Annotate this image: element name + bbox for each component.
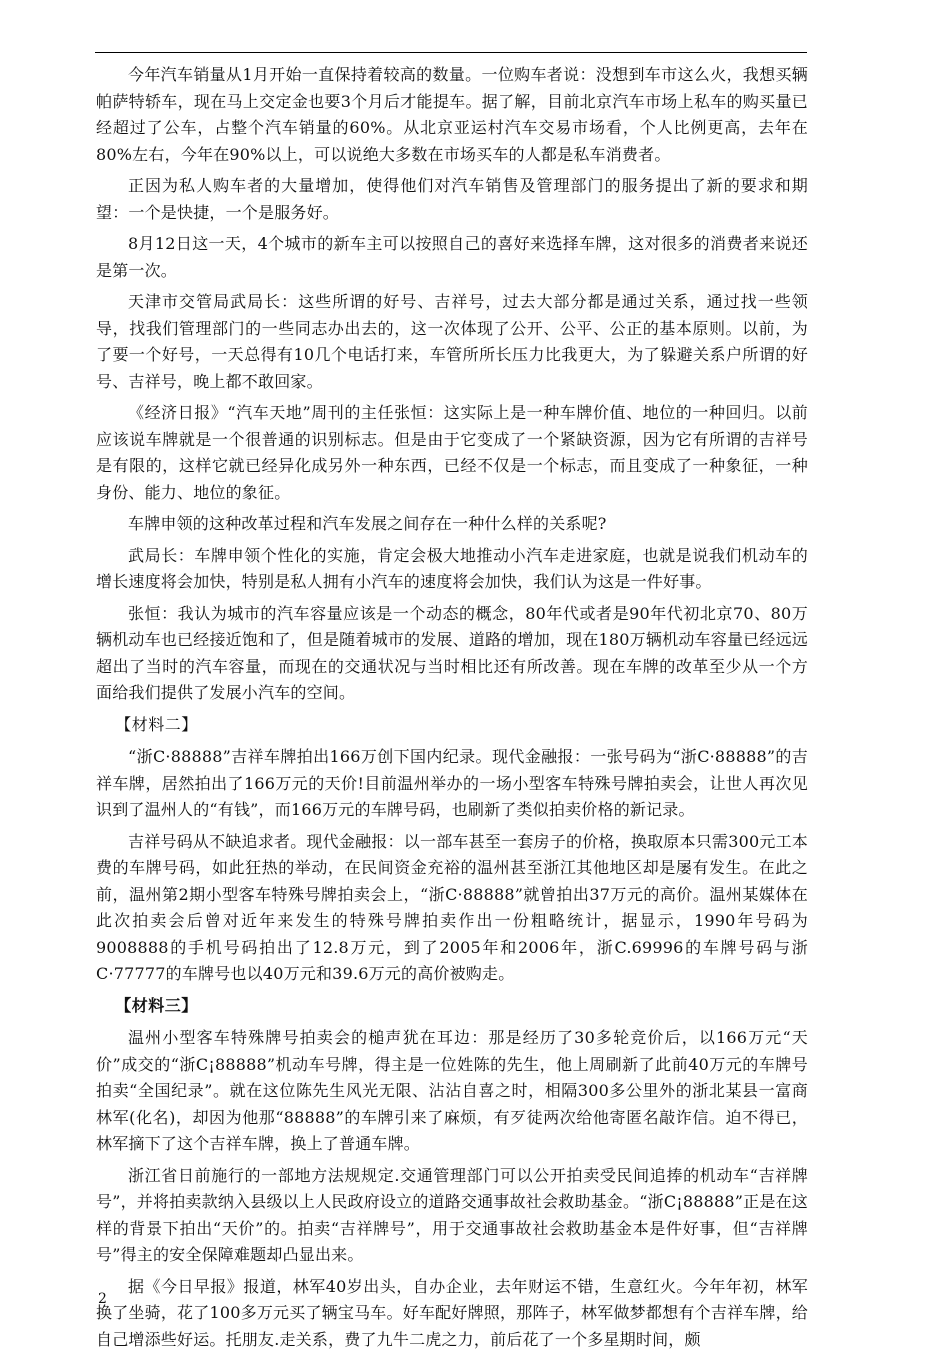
paragraph: 车牌申领的这种改革过程和汽车发展之间存在一种什么样的关系呢? bbox=[128, 514, 607, 533]
page-number: 2 bbox=[98, 1291, 107, 1307]
paragraph: 吉祥号码从不缺追求者。现代金融报：以一部车甚至一套房子的价格，换取原本只需300元工本费的车牌号码，如此狂热的举动，在民间资金充裕的温州甚至浙江其他地区却是屡有发生。在此之前，温州第2期小型客车特殊号牌拍卖会上，“浙C·88888”就曾拍出37万元的高价。温州某媒体在此次拍卖会后曾对近年来发生的特殊号牌拍卖作出一份粗略统计，据显示，1990年号码为9008888的手机号码拍出了12.8万元，到了2005年和2006年，浙C.69996的车牌号码与浙C·77777的车牌号也以40万元和39.6万元的高价被购走。 bbox=[96, 831, 808, 983]
paragraph: 今年汽车销量从1月开始一直保持着较高的数量。一位购车者说：没想到车市这么火，我想买辆帕萨特轿车，现在马上交定金也要3个月后才能提车。据了解，目前北京汽车市场上私车的购买量已经超过了公车，占整个汽车销量的60%。从北京亚运村汽车交易市场看，个人比例更高，去年在80%左右，今年在90%以上，可以说绝大多数在市场买车的人都是私车消费者。 bbox=[96, 65, 808, 164]
section-heading-material-3: 【材料三】 bbox=[115, 995, 198, 1015]
paragraph: 8月12日这一天，4个城市的新车主可以按照自己的喜好来选择车牌，这对很多的消费者来说还是第一次。 bbox=[96, 234, 808, 280]
paragraph: 武局长：车牌申领个性化的实施，肯定会极大地推动小汽车走进家庭，也就是说我们机动车的增长速度将会加快，特别是私人拥有小汽车的速度将会加快，我们认为这是一件好事。 bbox=[96, 545, 808, 591]
paragraph: “浙C·88888”吉祥车牌拍出166万创下国内纪录。现代金融报：一张号码为“浙C·88888”的吉祥车牌，居然拍出了166万元的天价!目前温州举办的一场小型客车特殊号牌拍卖会，让世人再次见识到了温州人的“有钱”，而166万元的车牌号码，也刷新了类似拍卖价格的新记录。 bbox=[96, 747, 808, 819]
paragraph: 据《今日早报》报道，林军40岁出头，自办企业，去年财运不错，生意红火。今年年初，林军换了坐骑，花了100多万元买了辆宝马车。好车配好牌照，那阵子，林军做梦都想有个吉祥车牌，给自己增添些好运。托朋友.走关系，费了九牛二虎之力，前后花了一个多星期时间，颇 bbox=[96, 1276, 808, 1349]
paragraph: 浙江省日前施行的一部地方法规规定.交通管理部门可以公开拍卖受民间追捧的机动车“吉祥牌号”，并将拍卖款纳入县级以上人民政府设立的道路交通事故社会救助基金。“浙C¡88888”正是在这样的背景下拍出“天价”的。拍卖“吉祥牌号”，用于交通事故社会救助基金本是件好事，但“吉祥牌号”得主的安全保障难题却凸显出来。 bbox=[96, 1165, 808, 1264]
paragraph: 温州小型客车特殊牌号拍卖会的槌声犹在耳边：那是经历了30多轮竞价后，以166万元“天价”成交的“浙C¡88888”机动车号牌，得主是一位姓陈的先生，他上周刷新了此前40万元的车牌号拍卖“全国纪录”。就在这位陈先生风光无限、沾沾自喜之时，相隔300多公里外的浙北某县一富商林军(化名)，却因为他那“88888”的车牌引来了麻烦，有歹徒两次给他寄匿名敲诈信。迫不得已，林军摘下了这个吉祥车牌，换上了普通车牌。 bbox=[96, 1028, 808, 1153]
paragraph: 天津市交管局武局长：这些所谓的好号、吉祥号，过去大部分都是通过关系，通过找一些领导，找我们管理部门的一些同志办出去的，这一次体现了公开、公平、公正的基本原则。以前，为了要一个好号，一天总得有10几个电话打来，车管所所长压力比我更大，为了躲避关系户所谓的好号、吉祥号，晚上都不敢回家。 bbox=[96, 292, 808, 391]
header-rule bbox=[95, 52, 807, 53]
document-body bbox=[96, 62, 808, 1358]
paragraph: 正因为私人购车者的大量增加，使得他们对汽车销售及管理部门的服务提出了新的要求和期望：一个是快捷，一个是服务好。 bbox=[96, 176, 808, 222]
section-heading-material-2: 【材料二】 bbox=[115, 714, 198, 734]
paragraph: 张恒：我认为城市的汽车容量应该是一个动态的概念，80年代或者是90年代初北京70、80万辆机动车也已经接近饱和了，但是随着城市的发展、道路的增加，现在180万辆机动车容量已经远远超出了当时的汽车容量，而现在的交通状况与当时相比还有所改善。现在车牌的改革至少从一个方面给我们提供了发展小汽车的空间。 bbox=[96, 603, 808, 702]
paragraph: 《经济日报》“汽车天地”周刊的主任张恒：这实际上是一种车牌价值、地位的一种回归。以前应该说车牌就是一个很普通的识别标志。但是由于它变成了一个紧缺资源，因为它有所谓的吉祥号是有限的，这样它就已经异化成另外一种东西，已经不仅是一个标志，而且变成了一种象征，一种身份、能力、地位的象征。 bbox=[96, 403, 808, 502]
